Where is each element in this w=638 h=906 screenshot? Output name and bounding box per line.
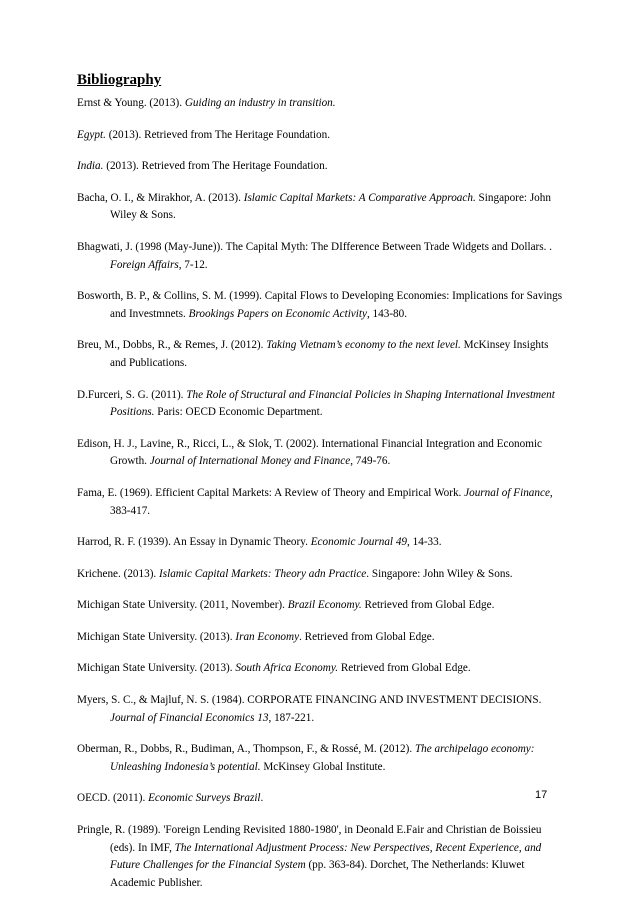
- bibliography-entry: [77, 436, 567, 471]
- entry-title-italic: South Africa Economy.: [235, 662, 339, 675]
- entry-text: Bacha, O. I., & Mirakhor, A. (2013).: [77, 191, 244, 204]
- entry-text: Michigan State University. (2013).: [77, 630, 236, 643]
- entry-text: (pp. 363-84). Dorchet, The Netherlands: Kluwet Academic Publisher.: [110, 859, 525, 889]
- entry-title-italic: Taking Vietnam’s economy to the next level.: [266, 339, 461, 352]
- entry-text: Oberman, R., Dobbs, R., Budiman, A., Thompson, F., & Rossé, M. (2012).: [77, 743, 415, 756]
- entry-title-italic: Brookings Papers on Economic Activity: [188, 307, 367, 320]
- entry-text: Krichene. (2013).: [77, 567, 160, 580]
- bibliography-entry: [77, 95, 567, 113]
- bibliography-list: [77, 95, 567, 906]
- entry-text: Retrieved from Global Edge.: [338, 662, 471, 675]
- entry-text: , 14-33.: [407, 536, 442, 549]
- entry-title-italic: Guiding an industry in transition.: [184, 97, 336, 109]
- entry-text: Pringle, R. (1989). 'Foreign Lending Revisited 1880-1980', in Deonald E.Fair and Christian de Boissieu (eds). In IMF,: [77, 824, 542, 854]
- bibliography-entry: [77, 485, 567, 520]
- entry-title-italic: Brazil Economy.: [287, 599, 362, 612]
- entry-text: (2013). Retrieved from The Heritage Foundation.: [103, 160, 328, 173]
- entry-title-italic: The Role of Structural and Financial Policies in Shaping International Investment Positions.: [110, 388, 555, 419]
- entry-text: Fama, E. (1969). Efficient Capital Markets: A Review of Theory and Empirical Work.: [77, 486, 465, 499]
- entry-text: , 7-12.: [178, 258, 208, 271]
- bibliography-entry: [77, 629, 567, 647]
- bibliography-entry: [77, 660, 567, 678]
- entry-text: Ernst & Young. (2013).: [77, 97, 185, 109]
- entry-title-italic: India.: [77, 160, 104, 173]
- entry-text: Paris: OECD Economic Department.: [154, 406, 323, 419]
- entry-text: , 383-417.: [110, 486, 553, 517]
- bibliography-entry: [77, 190, 567, 225]
- entry-title-italic: Islamic Capital Markets: A Comparative Approach.: [243, 191, 476, 204]
- bibliography-entry: [77, 597, 567, 615]
- entry-title-italic: Foreign Affairs: [110, 258, 179, 271]
- entry-text: , 187-221.: [268, 711, 315, 724]
- page-title: Bibliography: [77, 72, 162, 88]
- entry-text: D.Furceri, S. G. (2011).: [77, 388, 187, 401]
- entry-title-italic: Iran Economy: [235, 630, 300, 643]
- entry-text: Harrod, R. F. (1939). An Essay in Dynamic Theory.: [77, 536, 311, 549]
- bibliography-entry: [77, 337, 567, 372]
- entry-text: .: [260, 792, 264, 805]
- entry-title-italic: The archipelago economy: Unleashing Indonesia’s potential.: [110, 743, 535, 773]
- entry-title-italic: Journal of International Money and Finance: [149, 455, 351, 468]
- entry-text: Michigan State University. (2011, November).: [77, 599, 288, 612]
- entry-text: Singapore: John Wiley & Sons.: [110, 191, 551, 222]
- bibliography-entry: [77, 127, 567, 145]
- entry-title-italic: The International Adjustment Process: New Perspectives, Recent Experience, and Future Challenges for the Financial System: [110, 841, 542, 872]
- bibliography-entry: [77, 288, 567, 323]
- entry-text: McKinsey Global Institute.: [260, 760, 386, 773]
- entry-title-italic: Economic Journal 49: [310, 536, 408, 549]
- entry-title-italic: Journal of Financial Economics 13: [110, 711, 269, 724]
- entry-title-italic: Islamic Capital Markets: Theory adn Practice: [159, 567, 367, 580]
- entry-text: , 749-76.: [350, 455, 391, 468]
- bibliography-entry: [77, 239, 567, 274]
- bibliography-entry: [77, 566, 567, 584]
- bibliography-entry: [77, 741, 567, 776]
- entry-text: Breu, M., Dobbs, R., & Remes, J. (2012).: [77, 339, 267, 352]
- entry-text: Retrieved from Global Edge.: [361, 599, 495, 612]
- entry-text: OECD. (2011).: [77, 792, 149, 805]
- bibliography-entry: [77, 387, 567, 422]
- entry-text: Bosworth, B. P., & Collins, S. M. (1999). Capital Flows to Developing Economies: Implications for Savings and Investmnets.: [77, 290, 563, 320]
- entry-text: , 143-80.: [366, 307, 408, 320]
- bibliography-entry: [77, 692, 567, 727]
- bibliography-entry: [77, 790, 567, 808]
- entry-title-italic: Economic Surveys Brazil: [148, 792, 261, 805]
- entry-title-italic: Egypt.: [77, 128, 106, 141]
- entry-text: McKinsey Insights and Publications.: [110, 339, 549, 369]
- entry-text: Myers, S. C., & Majluf, N. S. (1984). CORPORATE FINANCING AND INVESTMENT DECISIONS.: [77, 694, 542, 707]
- bibliography-entry: [77, 158, 567, 176]
- entry-text: . Singapore: John Wiley & Sons.: [366, 567, 513, 580]
- bibliography-entry: [77, 534, 567, 552]
- entry-title-italic: Journal of Finance: [464, 486, 550, 499]
- entry-text: Bhagwati, J. (1998 (May-June)). The Capital Myth: The DIfference Between Trade Widgets and Dollars. .: [77, 240, 553, 253]
- entry-text: Edison, H. J., Lavine, R., Ricci, L., & Slok, T. (2002). International Financial Integration and Economic Growth.: [77, 437, 543, 468]
- bibliography-entry: [77, 822, 567, 892]
- entry-text: Michigan State University. (2013).: [77, 662, 236, 675]
- entry-text: . Retrieved from Global Edge.: [299, 630, 435, 643]
- page-number: 17: [535, 789, 548, 801]
- entry-text: (2013). Retrieved from The Heritage Foundation.: [105, 128, 331, 141]
